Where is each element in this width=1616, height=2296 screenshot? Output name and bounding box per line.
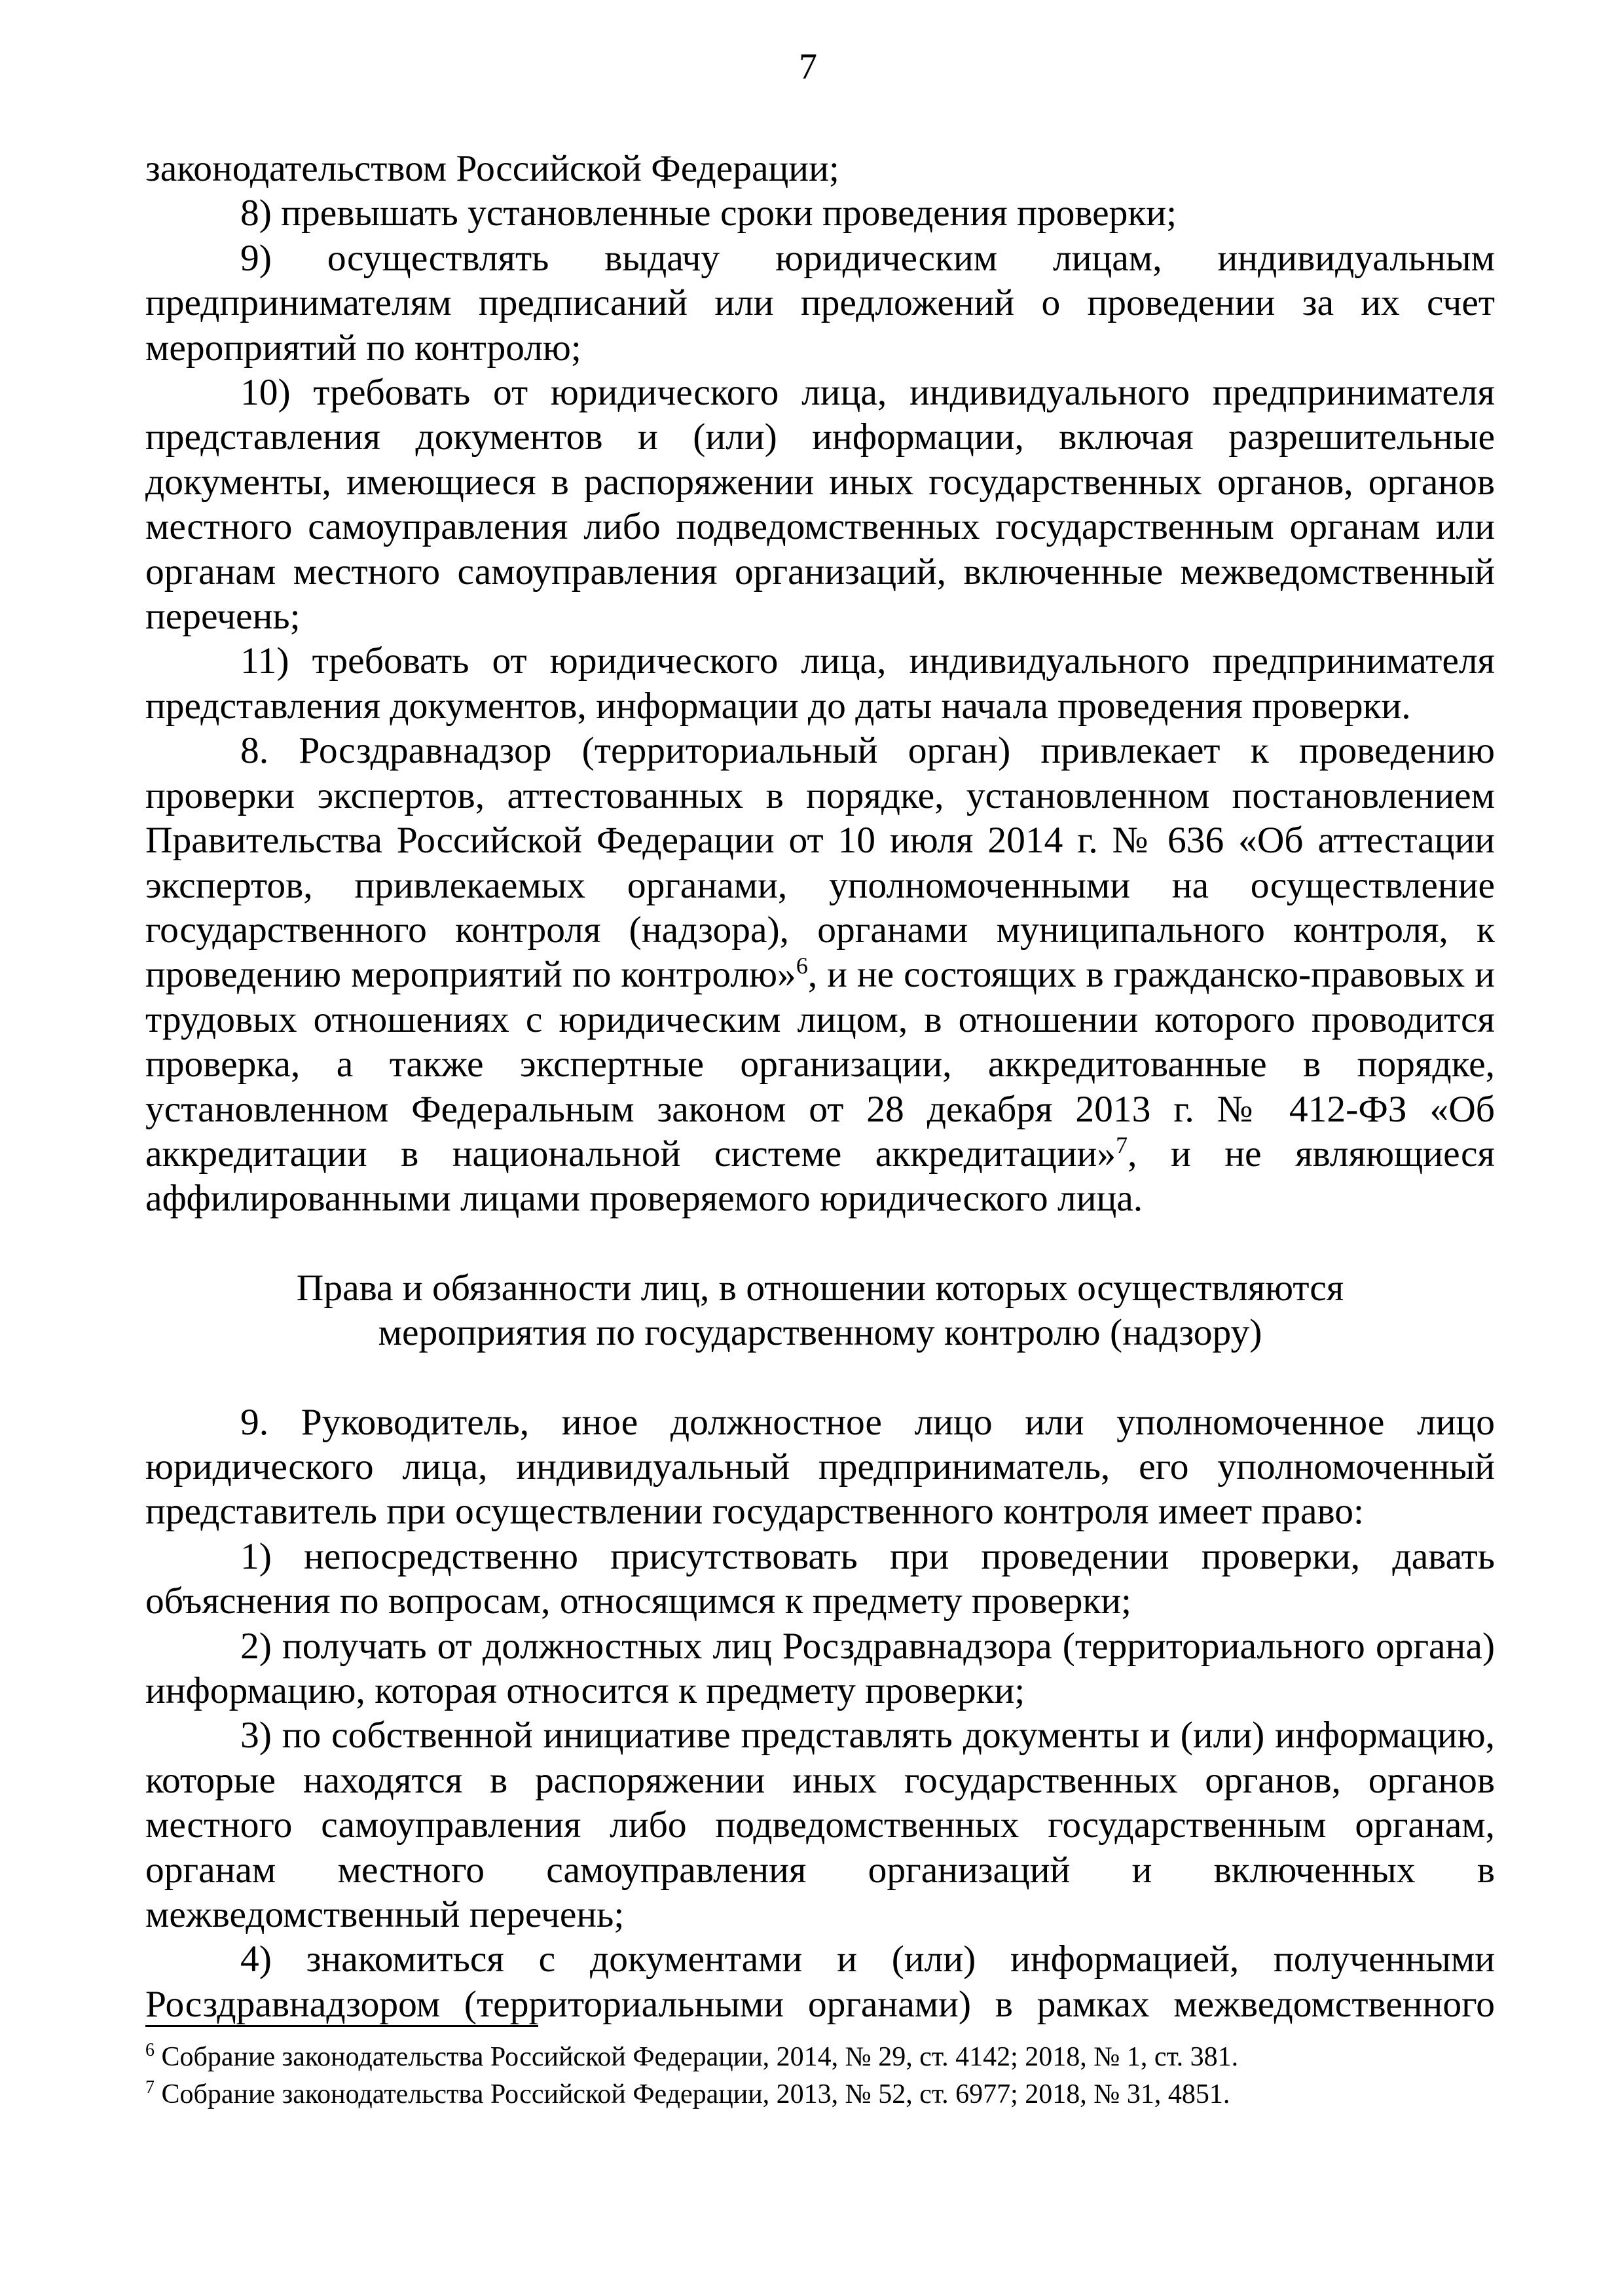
heading-line: мероприятия по государственному контролю (надзору): [378, 1312, 1262, 1354]
footnote-text: Собрание законодательства Российской Федерации, 2013, № 52, ст. 6977; 2018, № 31, 4851.: [155, 2079, 1230, 2109]
list-item-8: 8) превышать установленные сроки проведения проверки;: [240, 192, 1177, 234]
footnote-mark: 7: [145, 2077, 155, 2098]
page-number: 7: [799, 46, 817, 87]
list-item-10: 10) требовать от юридического лица, индивидуального предпринимателя представления документов и (или) информации, включая разрешительные документы, имеющиеся в распоряжении иных государственных органов, органов местного самоуправления либо подведомственных государственным органам или органам местного самоуправления организаций, включенные межведомственный перечень;: [145, 372, 1495, 638]
section-heading: [145, 1266, 1495, 1356]
paragraph: законодательством Российской Федерации;: [145, 148, 839, 189]
paragraph-9: 9. Руководитель, иное должностное лицо или уполномоченное лицо юридического лица, индивидуальный предприниматель, его уполномоченный представитель при осуществлении государственного контроля имеет право:: [145, 1401, 1495, 1533]
text: , и не состоящих в гражданско-правовых и трудовых отношениях с юридическим лицом, в отношении которого проводится проверка, а также экспертные организации, аккредитованные в порядке, установленном Федеральным законом от 28 декабря 2013 г. № 412-ФЗ «Об аккредитации в национальной системе аккредитации»: [145, 954, 1495, 1175]
footnote: [145, 2079, 1230, 2110]
footnote-mark: 6: [145, 2040, 155, 2060]
footnote-ref: 6: [796, 953, 808, 979]
list-item-11: 11) требовать от юридического лица, индивидуального предпринимателя представления документов, информации до даты начала проведения проверки.: [145, 640, 1495, 727]
list-item-1: 1) непосредственно присутствовать при проведении проверки, давать объяснения по вопросам, относящимся к предмету проверки;: [145, 1535, 1495, 1622]
list-item-4: 4) знакомиться с документами и (или) информацией, полученными Росздравнадзором (территориальными органами) в рамках межведомственного: [145, 1939, 1495, 2025]
text: 8. Росздравнадзор (территориальный орган) привлекает к проведению проверки экспертов, аттестованных в порядке, установленном постановлением Правительства Российской Федерации от 10 июля 2014 г. № 636 «Об аттестации экспертов, привлекаемых органами, уполномоченными на осуществление государственного контроля (надзора), органами муниципального контроля, к проведению мероприятий по контролю»: [145, 730, 1495, 996]
list-item-3: 3) по собственной инициативе представлять документы и (или) информацию, которые находятся в распоряжении иных государственных органов, органов местного самоуправления либо подведомственных государственным органам, органам местного самоуправления организаций и включенных в межведомственный перечень;: [145, 1715, 1495, 1936]
footnote-separator: [145, 2025, 538, 2027]
heading-line: Права и обязанности лиц, в отношении которых осуществляются: [296, 1267, 1344, 1309]
list-item-9: 9) осуществлять выдачу юридическим лицам, индивидуальным предпринимателям предписаний или предложений о проведении за их счет мероприятий по контролю;: [145, 237, 1495, 369]
footnote: [145, 2041, 1238, 2073]
text: , и не являющиеся аффилированными лицами проверяемого юридического лица.: [145, 1133, 1495, 1220]
paragraph-8: [145, 729, 1495, 1221]
footnote-text: Собрание законодательства Российской Федерации, 2014, № 29, ст. 4142; 2018, № 1, ст. 381.: [155, 2042, 1239, 2072]
list-item-2: 2) получать от должностных лиц Росздравнадзора (территориального органа) информацию, которая относится к предмету проверки;: [145, 1625, 1495, 1711]
footnote-ref: 7: [1116, 1131, 1128, 1158]
document-body: [145, 147, 1495, 2027]
